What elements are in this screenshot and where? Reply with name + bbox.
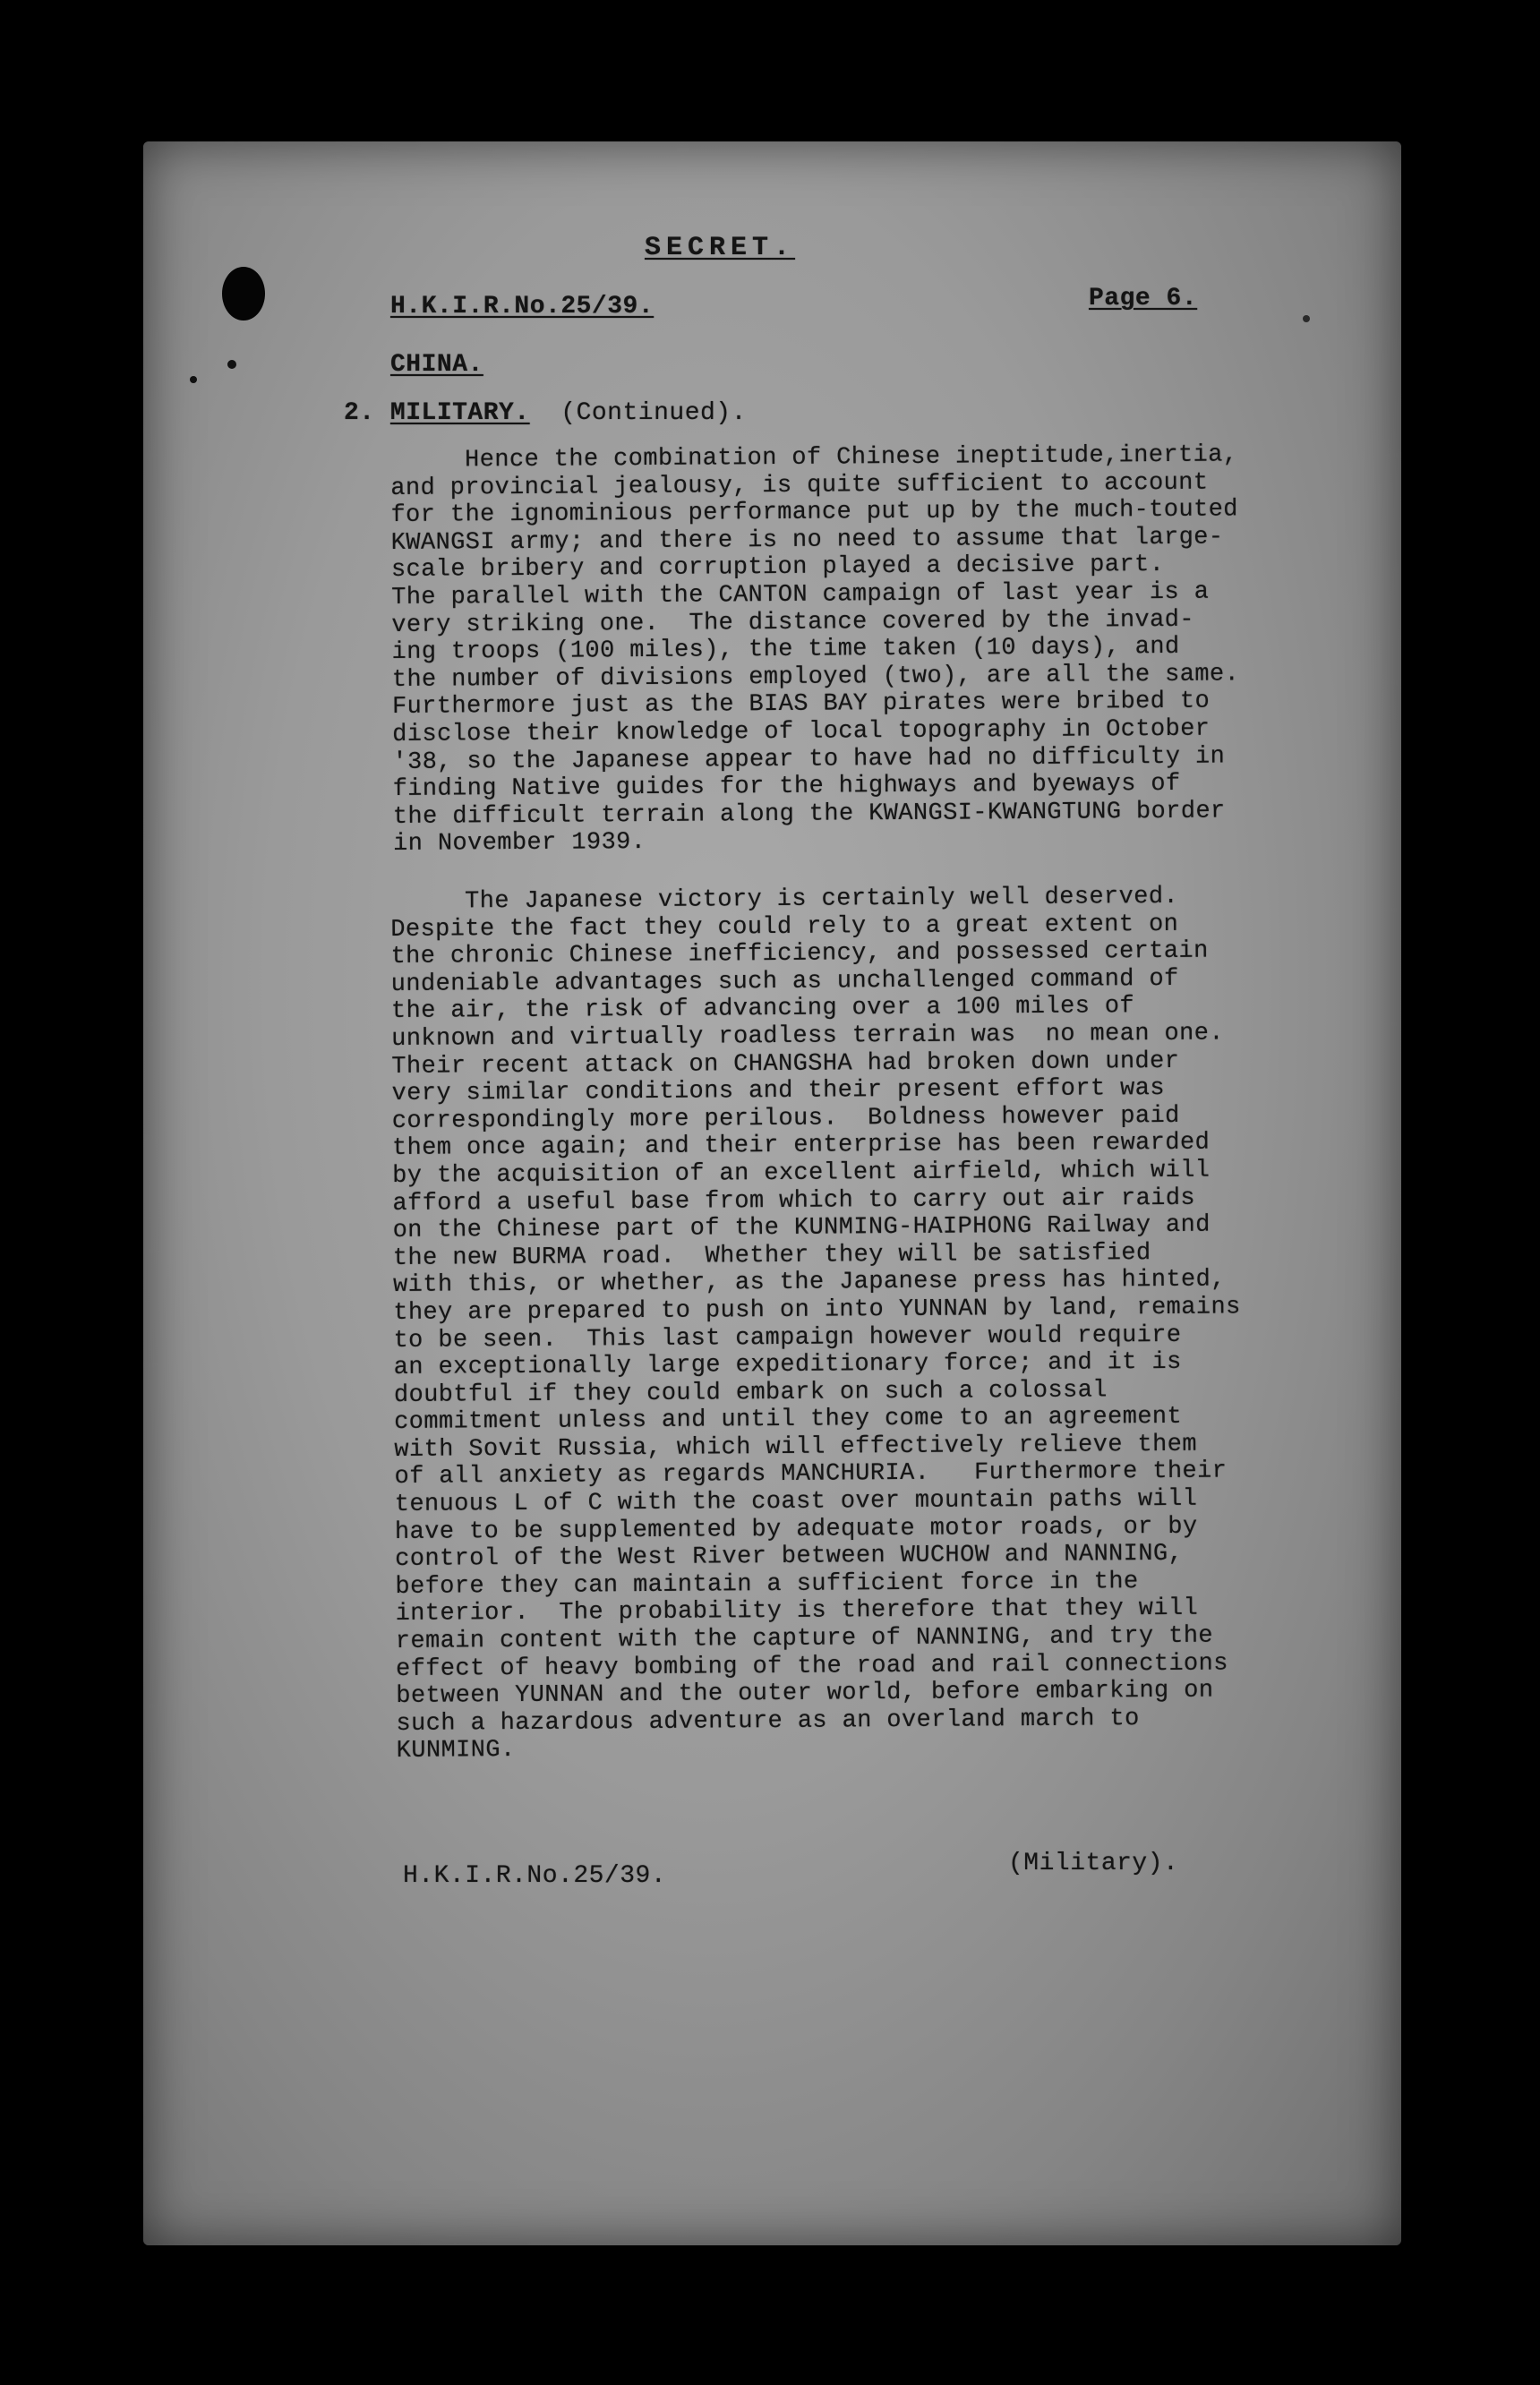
text-line: effect of heavy bombing of the road and rail connections (395, 1650, 1228, 1683)
text-line: afford a useful base from which to carry out air raids (392, 1184, 1196, 1218)
text-line: such a hazardous adventure as an overland march to (396, 1705, 1140, 1738)
text-line: very similar conditions and their present effort was (391, 1075, 1166, 1108)
text-line: interior. The probability is therefore that they will (395, 1595, 1199, 1628)
text-line: control of the West River between WUCHOW and NANNING, (395, 1541, 1184, 1574)
text-line: between YUNNAN and the outer world, before embarking on (396, 1677, 1214, 1711)
text-line: the chronic Chinese inefficiency, and possessed certain (390, 937, 1209, 971)
text-line: doubtful if they could embark on such a colossal (393, 1377, 1108, 1409)
text-line: unknown and virtually roadless terrain was no mean one. (391, 1020, 1225, 1053)
text-line: the number of divisions employed (two), are all the same. (391, 661, 1240, 694)
section-title: MILITARY. (389, 399, 530, 427)
text-line: remain content with the capture of NANNING, and try the (395, 1622, 1214, 1656)
text-line: tenuous L of C with the coast over mountain paths will (394, 1485, 1198, 1519)
page-number: Page 6. (1089, 285, 1198, 312)
text-line: scale bribery and corruption played a decisive part. (390, 551, 1165, 585)
report-reference: H.K.I.R.No.25/39. (390, 293, 654, 321)
paragraph-one (390, 441, 1324, 859)
text-line: with this, or whether, as the Japanese press has hinted, (392, 1266, 1226, 1300)
text-line: an exceptionally large expeditionary force; and it is (393, 1348, 1182, 1382)
text-line: in November 1939. (392, 829, 646, 859)
text-line: finding Native guides for the highways and byeways of (392, 770, 1181, 804)
text-line: have to be supplemented by adequate motor roads, or by (394, 1513, 1198, 1546)
footer-classification: (Military). (1008, 1850, 1179, 1877)
text-line: commitment unless and until they come to an agreement (394, 1404, 1183, 1437)
text-line: the difficult terrain along the KWANGSI-KWANGTUNG border (392, 798, 1226, 831)
text-line: ing troops (100 miles), the time taken (10 days), and (391, 634, 1180, 667)
text-line: undeniable advantages such as unchallenged command of (390, 965, 1179, 998)
text-line: the air, the risk of advancing over a 100 miles of (390, 993, 1135, 1026)
country-heading: CHINA. (390, 351, 483, 379)
ink-speck (190, 376, 197, 383)
footer-reference: H.K.I.R.No.25/39. (403, 1862, 667, 1890)
text-line: to be seen. This last campaign however would require (393, 1321, 1182, 1355)
classification-heading: SECRET. (645, 233, 796, 263)
section-heading (344, 399, 747, 427)
text-line: and provincial jealousy, is quite sufficient to account (390, 469, 1209, 502)
text-line: the new BURMA road. Whether they will be satisfied (392, 1239, 1151, 1272)
text-line: they are prepared to push on into YUNNAN by land, remains (393, 1294, 1241, 1327)
text-line: The Japanese victory is certainly well deserved. (390, 883, 1179, 916)
text-line: with Sovit Russia, which will effectively relieve them (394, 1431, 1198, 1464)
text-line: KWANGSI army; and there is no need to assume that large- (390, 524, 1224, 557)
text-line: KUNMING. (396, 1737, 516, 1765)
ink-speck (1303, 315, 1310, 322)
section-number: 2. (344, 399, 375, 427)
text-line: Their recent attack on CHANGSHA had broken down under (391, 1047, 1180, 1081)
text-line: for the ignominious performance put up by the much-touted (390, 496, 1238, 530)
paragraph-two (390, 883, 1328, 1765)
text-line: The parallel with the CANTON campaign of last year is a (391, 578, 1210, 611)
punch-hole (222, 267, 265, 321)
text-line: them once again; and their enterprise has been rewarded (391, 1129, 1211, 1163)
text-line: '38, so the Japanese appear to have had no difficulty in (392, 743, 1226, 776)
text-line: correspondingly more perilous. Boldness however paid (391, 1102, 1180, 1135)
text-line: disclose their knowledge of local topography in October (392, 715, 1211, 748)
text-line: before they can maintain a sufficient force in the (395, 1569, 1139, 1601)
text-line: Furthermore just as the BIAS BAY pirates were bribed to (391, 688, 1211, 722)
text-line: of all anxiety as regards MANCHURIA. Furthermore their (394, 1458, 1228, 1492)
section-note: (Continued). (560, 399, 747, 427)
text-line: Hence the combination of Chinese ineptitude,inertia, (390, 441, 1238, 474)
ink-speck (227, 360, 236, 369)
text-line: Despite the fact they could rely to a great extent on (390, 910, 1179, 944)
text-line: by the acquisition of an excellent airfield, which will (392, 1157, 1211, 1190)
text-line: on the Chinese part of the KUNMING-HAIPHONG Railway and (392, 1211, 1211, 1245)
text-line: very striking one. The distance covered by the invad- (391, 606, 1195, 639)
